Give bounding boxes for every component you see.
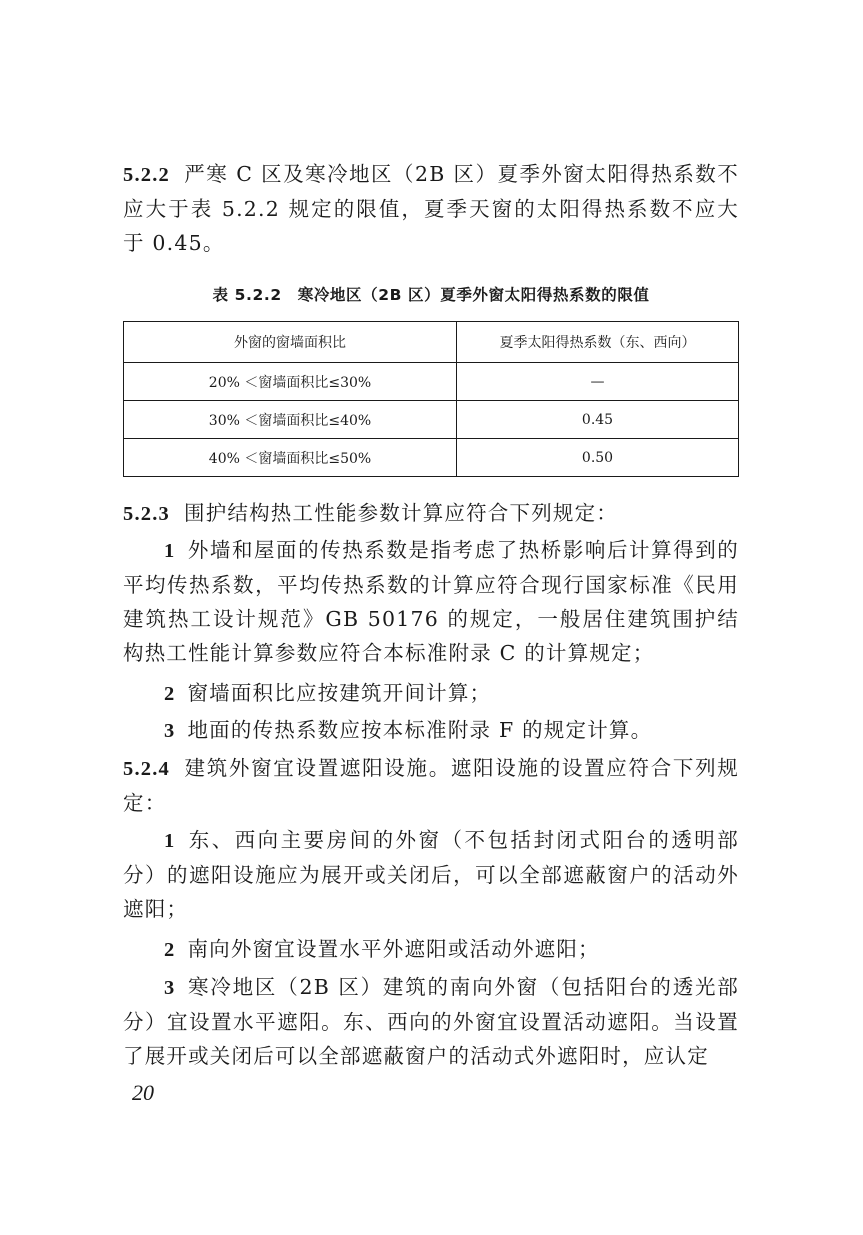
page-number: 20 [132,1080,154,1105]
table-cell: 40% ＜窗墙面积比≤50% [124,439,457,477]
clause-5-2-4 [123,751,739,820]
clause-number: 5.2.4 [123,758,170,780]
table-caption [123,283,739,305]
table-cell: — [457,363,739,401]
item-text: 窗墙面积比应按建筑开间计算； [187,681,492,705]
table-row [124,363,739,401]
item-text: 寒冷地区（2B 区）建筑的南向外窗（包括阳台的透光部分）宜设置水平遮阳。东、西向的外窗宜设置活动遮阳。当设置了展开或关闭后可以全部遮蔽窗户的活动式外遮阳时，应认定 [123,975,739,1068]
clause-item [123,533,739,670]
table-cell: 30% ＜窗墙面积比≤40% [124,401,457,439]
clause-number: 5.2.2 [123,164,170,186]
item-text: 外墙和屋面的传热系数是指考虑了热桥影响后计算得到的平均传热系数，平均传热系数的计算应符合现行国家标准《民用建筑热工设计规范》GB 50176 的规定，一般居住建筑围护结构热工性能计算参数应符合本标准附录 C 的计算规定； [123,538,739,665]
item-text: 地面的传热系数应按本标准附录 F 的规定计算。 [187,718,653,742]
item-text: 东、西向主要房间的外窗（不包括封闭式阳台的透明部分）的遮阳设施应为展开或关闭后，可以全部遮蔽窗户的活动外遮阳； [123,828,739,921]
table-row [124,439,739,477]
clause-5-2-3 [123,496,739,531]
table-caption-title: 寒冷地区（2B 区）夏季外窗太阳得热系数的限值 [297,286,650,304]
item-number: 1 [164,830,176,852]
item-number: 1 [164,540,176,562]
item-text: 南向外窗宜设置水平外遮阳或活动外遮阳； [187,937,600,961]
clause-item [123,676,739,711]
item-number: 2 [164,683,176,705]
clause-item [123,932,739,967]
clause-5-2-2 [123,157,739,260]
table-cell: 0.45 [457,401,739,439]
limit-table [123,321,739,477]
table-header-row [124,322,739,363]
table-header-cell: 外窗的窗墙面积比 [124,322,457,363]
clause-text: 围护结构热工性能参数计算应符合下列规定： [184,501,618,525]
clause-text: 建筑外窗宜设置遮阳设施。遮阳设施的设置应符合下列规定： [123,756,739,815]
clause-text: 严寒 C 区及寒冷地区（2B 区）夏季外窗太阳得热系数不应大于表 5.2.2 规定的限值，夏季天窗的太阳得热系数不应大于 0.45。 [123,162,739,255]
clause-item [123,970,739,1073]
table-cell: 20% ＜窗墙面积比≤30% [124,363,457,401]
clause-item [123,823,739,926]
table-cell: 0.50 [457,439,739,477]
item-number: 3 [164,977,176,999]
table-header-cell: 夏季太阳得热系数（东、西向） [457,322,739,363]
item-number: 3 [164,720,176,742]
table-row [124,401,739,439]
clause-number: 5.2.3 [123,503,170,525]
item-number: 2 [164,939,176,961]
clause-item [123,713,739,748]
table-caption-number: 表 5.2.2 [212,286,282,304]
